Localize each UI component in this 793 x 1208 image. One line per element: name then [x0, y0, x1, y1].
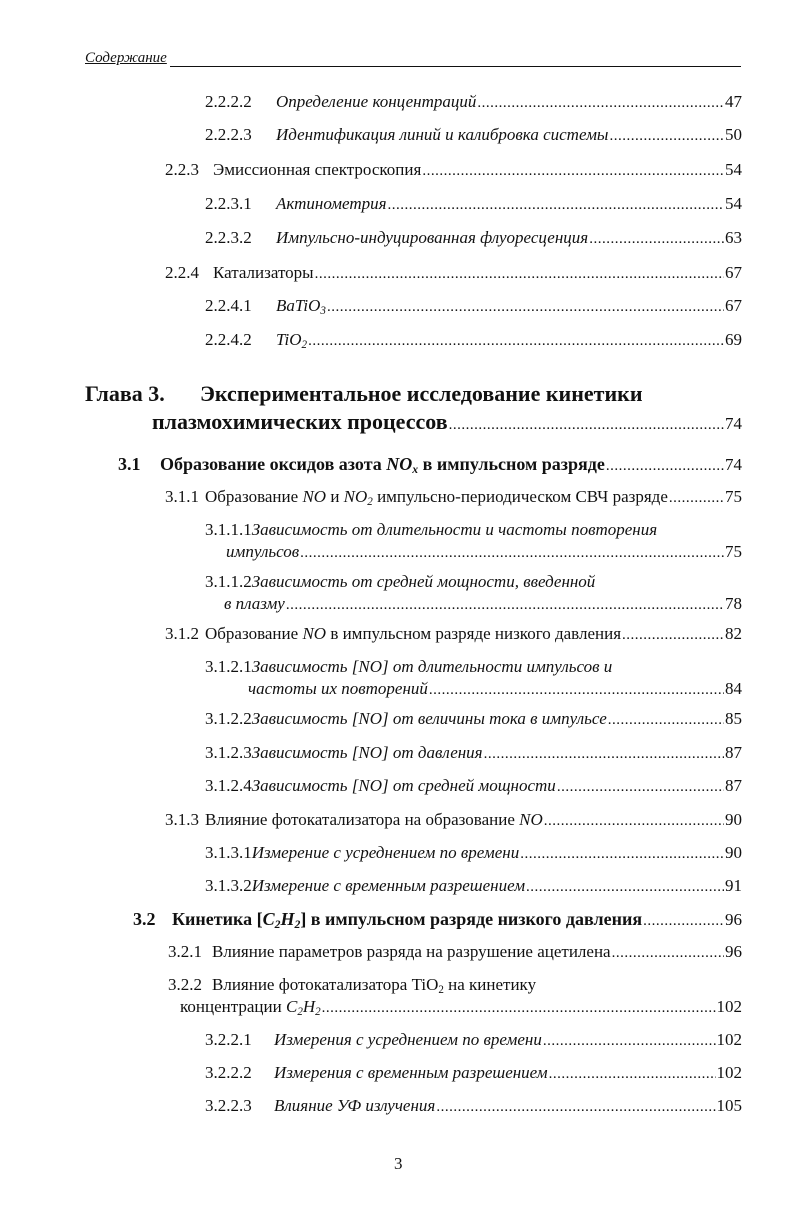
dot-leader — [300, 542, 724, 564]
title-segment: в плазму — [224, 594, 285, 613]
toc-entry[interactable] — [205, 708, 742, 731]
dot-leader — [477, 92, 724, 114]
title-segment: C — [285, 997, 298, 1016]
title-segment: Зависимость [NO] от величины тока в импульсе — [251, 709, 607, 728]
dot-leader — [669, 487, 724, 509]
section-title — [252, 875, 525, 897]
toc-entry[interactable] — [205, 295, 742, 318]
section-title — [252, 842, 519, 864]
title-segment: C — [262, 909, 275, 929]
section-number: 3.1.2.2 — [205, 709, 252, 728]
title-segment: Зависимость от средней мощности, введенной — [251, 572, 596, 591]
section-title-continuation — [248, 678, 428, 700]
section-number: Глава 3. — [85, 381, 165, 406]
toc-entry[interactable] — [165, 159, 742, 182]
dot-leader — [643, 910, 724, 932]
dot-leader — [557, 776, 724, 798]
toc-entry[interactable] — [205, 875, 742, 898]
toc-entry[interactable] — [85, 380, 643, 408]
subscript: 2 — [301, 338, 308, 351]
section-number: 3.1.2.4 — [205, 776, 252, 795]
section-title — [276, 124, 608, 146]
section-number: 3.2 — [133, 909, 156, 929]
dot-leader — [543, 1030, 716, 1052]
page-ref: 96 — [725, 910, 742, 929]
page-ref: 78 — [725, 594, 742, 613]
section-number: 3.1.2.3 — [205, 743, 252, 762]
section-number: 3.1.3 — [165, 810, 199, 829]
page-ref: 87 — [725, 743, 742, 762]
title-segment: Измерения с временным разрешением — [274, 1063, 548, 1082]
dot-leader — [436, 1096, 715, 1118]
toc-entry-continuation[interactable] — [226, 541, 742, 564]
toc-entry[interactable] — [205, 193, 742, 216]
toc-entry[interactable] — [165, 486, 742, 509]
section-title — [205, 623, 621, 645]
dot-leader — [286, 594, 724, 616]
dot-leader — [322, 997, 716, 1019]
title-segment: H — [302, 997, 316, 1016]
title-segment: импульсно-периодическом СВЧ разряде — [372, 487, 668, 506]
title-segment: частоты их повторений — [248, 679, 428, 698]
toc-entry-continuation[interactable] — [152, 408, 742, 439]
title-segment: NO — [302, 487, 327, 506]
toc-entry[interactable] — [205, 1062, 742, 1085]
section-title — [212, 974, 536, 996]
subscript: 2 — [367, 495, 373, 508]
section-number: 3.2.2 — [168, 975, 202, 994]
title-segment: Образование оксидов азота — [160, 454, 387, 474]
section-title — [205, 809, 543, 831]
section-title-continuation — [224, 593, 285, 615]
page-ref: 82 — [725, 624, 742, 643]
section-number: 2.2.4.2 — [205, 330, 252, 349]
page-ref: 102 — [716, 1063, 742, 1082]
toc-entry-continuation[interactable] — [180, 996, 742, 1019]
title-segment: Актинометрия — [276, 194, 387, 213]
page-ref: 67 — [725, 296, 742, 315]
title-segment: и — [326, 487, 344, 506]
toc-entry[interactable] — [168, 941, 742, 964]
dot-leader — [520, 843, 724, 865]
subscript: x — [412, 462, 419, 476]
subscript: 2 — [315, 1005, 321, 1018]
section-number: 3.2.2.2 — [205, 1063, 252, 1082]
toc-entry[interactable] — [205, 1029, 742, 1052]
toc-entry[interactable] — [168, 974, 536, 996]
title-segment: NO — [386, 454, 413, 474]
toc-entry[interactable] — [133, 908, 742, 932]
toc-entry[interactable] — [205, 842, 742, 865]
dot-leader — [429, 679, 724, 701]
section-title — [252, 519, 657, 541]
dot-leader — [612, 942, 724, 964]
dot-leader — [327, 296, 724, 318]
page-ref: 85 — [725, 709, 742, 728]
page-ref: 74 — [725, 455, 742, 474]
page-ref: 75 — [725, 487, 742, 506]
title-segment: на кинетику — [443, 975, 537, 994]
header-rule — [170, 66, 741, 67]
title-segment: H — [280, 909, 295, 929]
page-ref: 75 — [725, 542, 742, 561]
page-ref: 54 — [725, 160, 742, 179]
toc-entry[interactable] — [205, 1095, 742, 1118]
toc-entry[interactable] — [205, 91, 742, 114]
section-title-continuation — [152, 408, 448, 436]
title-segment: Определение концентраций — [276, 92, 477, 111]
page-ref: 69 — [725, 330, 742, 349]
toc-entry[interactable] — [165, 623, 742, 646]
section-number: 2.2.3.1 — [205, 194, 252, 213]
section-title — [172, 908, 642, 930]
title-segment: Образование — [205, 487, 303, 506]
section-title — [274, 1062, 548, 1084]
title-segment: Влияние параметров разряда на разрушение ацетилена — [212, 942, 611, 961]
subscript: 3 — [320, 304, 326, 317]
title-segment: импульсов — [226, 542, 300, 561]
title-segment: Влияние фотокатализатора TiO — [212, 975, 439, 994]
page-ref: 87 — [725, 776, 742, 795]
section-number: 3.1.3.2 — [205, 876, 252, 895]
section-number: 3.1.2.1 — [205, 657, 252, 676]
section-title — [276, 193, 387, 215]
section-number: 3.2.2.1 — [205, 1030, 252, 1049]
dot-leader — [549, 1063, 716, 1085]
toc-entry[interactable] — [205, 656, 612, 678]
dot-leader — [589, 228, 724, 250]
subscript: 2 — [297, 1005, 303, 1018]
section-title — [274, 1095, 435, 1117]
section-title — [252, 656, 613, 678]
page-ref: 105 — [716, 1096, 742, 1115]
title-segment: Измерение с временным разрешением — [251, 876, 526, 895]
dot-leader — [449, 411, 724, 439]
section-title — [274, 1029, 542, 1051]
title-segment: Идентификация линий и калибровка системы — [276, 125, 609, 144]
dot-leader — [526, 876, 724, 898]
toc-entry[interactable] — [205, 571, 595, 593]
dot-leader — [544, 810, 724, 832]
section-title — [276, 91, 476, 113]
title-segment: в импульсном разряде низкого давления — [326, 624, 622, 643]
toc-entry[interactable] — [205, 519, 657, 541]
toc-entry[interactable] — [118, 453, 742, 477]
dot-leader — [388, 194, 724, 216]
title-segment: NO — [343, 487, 368, 506]
section-number: 3.2.2.3 — [205, 1096, 252, 1115]
section-number: 2.2.4.1 — [205, 296, 252, 315]
section-title — [252, 742, 483, 764]
page-ref: 74 — [725, 414, 742, 433]
section-title — [252, 708, 607, 730]
section-number: 3.1.1.1 — [205, 520, 252, 539]
title-segment: Зависимость [NO] от длительности импульсов и — [251, 657, 613, 676]
section-number: 3.1 — [118, 454, 141, 474]
page-ref: 90 — [725, 843, 742, 862]
title-segment: ] в импульсном разряде низкого давления — [300, 909, 643, 929]
section-title-continuation — [180, 996, 321, 1018]
section-number: 2.2.3 — [165, 160, 199, 179]
page-ref: 90 — [725, 810, 742, 829]
page-number: 3 — [394, 1154, 403, 1173]
toc-entry[interactable] — [205, 742, 742, 765]
dot-leader — [606, 455, 724, 477]
section-number: 3.1.3.1 — [205, 843, 252, 862]
toc-entry[interactable] — [205, 124, 742, 147]
section-number: 3.1.1 — [165, 487, 199, 506]
toc-entry[interactable] — [205, 329, 742, 352]
section-title — [213, 262, 314, 284]
section-title — [213, 159, 421, 181]
dot-leader — [609, 125, 724, 147]
section-number: 2.2.4 — [165, 263, 199, 282]
section-number: 2.2.3.2 — [205, 228, 252, 247]
section-number: 3.2.1 — [168, 942, 202, 961]
section-title — [276, 227, 588, 249]
section-number: 3.1.1.2 — [205, 572, 252, 591]
page-ref: 102 — [716, 997, 742, 1016]
page-ref: 50 — [725, 125, 742, 144]
section-title — [252, 571, 596, 593]
section-title — [200, 380, 643, 408]
dot-leader — [484, 743, 724, 765]
dot-leader — [622, 624, 724, 646]
title-segment: плазмохимических процессов — [152, 409, 448, 434]
title-segment: Зависимость [NO] от средней мощности — [251, 776, 556, 795]
dot-leader — [315, 263, 724, 285]
toc-entry-continuation[interactable] — [224, 593, 742, 616]
title-segment: Импульсно-индуцированная флуоресценция — [276, 228, 589, 247]
page-ref: 54 — [725, 194, 742, 213]
page-ref: 84 — [725, 679, 742, 698]
running-header: Содержание — [85, 50, 167, 66]
subscript: 2 — [294, 917, 301, 931]
title-segment: Влияние фотокатализатора на образование — [205, 810, 520, 829]
title-segment: Образование — [205, 624, 303, 643]
title-segment: BaTiO — [276, 296, 321, 315]
title-segment: Эмиссионная спектроскопия — [213, 160, 422, 179]
title-segment: концентрации — [180, 997, 286, 1016]
subscript: 2 — [274, 917, 281, 931]
toc-entry[interactable] — [205, 775, 742, 798]
page-ref: 91 — [725, 876, 742, 895]
title-segment: в импульсном разряде — [418, 454, 605, 474]
section-title — [276, 295, 326, 317]
section-number: 2.2.2.2 — [205, 92, 252, 111]
section-title — [276, 329, 307, 351]
toc-entry[interactable] — [165, 262, 742, 285]
section-number: 2.2.2.3 — [205, 125, 252, 144]
section-title — [160, 453, 605, 475]
page-ref: 67 — [725, 263, 742, 282]
title-segment: Измерения с усреднением по времени — [274, 1030, 542, 1049]
subscript: 2 — [438, 983, 444, 996]
page-ref: 102 — [716, 1030, 742, 1049]
title-segment: Зависимость от длительности и частоты повторения — [251, 520, 658, 539]
title-segment: Экспериментальное исследование кинетики — [200, 381, 643, 406]
title-segment: TiO — [276, 330, 302, 349]
dot-leader — [422, 160, 724, 182]
toc-entry[interactable] — [165, 809, 742, 832]
title-segment: Зависимость [NO] от давления — [251, 743, 483, 762]
title-segment: Катализаторы — [213, 263, 314, 282]
toc-entry[interactable] — [205, 227, 742, 250]
toc-entry-continuation[interactable] — [248, 678, 742, 701]
section-title — [252, 775, 556, 797]
page-ref: 63 — [725, 228, 742, 247]
title-segment: NO — [519, 810, 543, 829]
section-title — [205, 486, 668, 508]
section-title-continuation — [226, 541, 299, 563]
section-number: 3.1.2 — [165, 624, 199, 643]
title-segment: Кинетика [ — [172, 909, 263, 929]
page-ref: 96 — [725, 942, 742, 961]
dot-leader — [308, 330, 724, 352]
title-segment: Влияние УФ излучения — [274, 1096, 436, 1115]
dot-leader — [608, 709, 724, 731]
section-title — [212, 941, 611, 963]
page-ref: 47 — [725, 92, 742, 111]
title-segment: Измерение с усреднением по времени — [251, 843, 520, 862]
title-segment: NO — [302, 624, 327, 643]
